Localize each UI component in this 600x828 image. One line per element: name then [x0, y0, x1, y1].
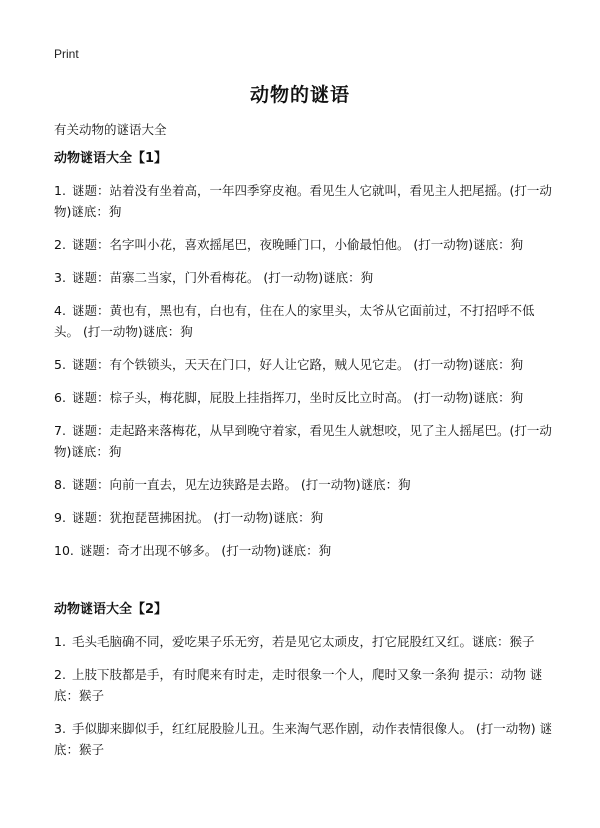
item-number: 4.	[54, 303, 66, 318]
item-number: 9.	[54, 510, 66, 525]
item-text: 毛头毛脑确不同，爱吃果子乐无穷，若是见它太顽皮，打它屁股红又红。谜底：猴子	[71, 634, 535, 649]
riddle-item	[54, 267, 554, 288]
riddle-item	[54, 354, 554, 375]
riddle-item	[54, 300, 554, 342]
item-text: 谜题：向前一直去，见左边狭路是去路。 (打一动物)谜底：狗	[71, 477, 411, 492]
riddle-item	[54, 718, 554, 760]
item-text: 谜题：黄也有，黑也有，白也有，住在人的家里头，太爷从它面前过，不打招呼不低头。 (打一动物)谜底：狗	[54, 303, 535, 339]
riddle-item	[54, 631, 554, 652]
riddle-list	[54, 631, 554, 760]
item-number: 1.	[54, 634, 66, 649]
item-text: 谜题：走起路来落梅花，从早到晚守着家，看见生人就想咬，见了主人摇尾巴。(打一动物)谜底：狗	[54, 423, 552, 459]
item-text: 谜题：有个铁锁头，天天在门口，好人让它路，贼人见它走。 (打一动物)谜底：狗	[71, 357, 524, 372]
item-number: 2.	[54, 237, 66, 252]
riddle-item	[54, 387, 554, 408]
item-text: 谜题：站着没有坐着高，一年四季穿皮袍。看见生人它就叫，看见主人把尾摇。(打一动物)谜底：狗	[54, 183, 552, 219]
riddle-item	[54, 540, 554, 561]
section-heading: 动物谜语大全【2】	[54, 602, 168, 617]
riddle-item	[54, 420, 554, 462]
document-subtitle: 有关动物的谜语大全	[54, 122, 167, 137]
item-text: 谜题：奇才出现不够多。 (打一动物)谜底：狗	[79, 543, 332, 558]
item-number: 3.	[54, 721, 66, 736]
riddle-section-2	[54, 601, 554, 772]
item-text: 谜题：棕子头，梅花脚，屁股上挂指挥刀，坐时反比立时高。 (打一动物)谜底：狗	[71, 390, 524, 405]
item-number: 5.	[54, 357, 66, 372]
item-text: 手似脚来脚似手，红红屁股脸儿丑。生来淘气恶作剧，动作表情很像人。 (打一动物) 谜底：猴子	[54, 721, 553, 757]
riddle-item	[54, 474, 554, 495]
item-number: 2.	[54, 667, 66, 682]
item-text: 谜题：犹抱琵琶拂困扰。 (打一动物)谜底：狗	[71, 510, 324, 525]
riddle-item	[54, 507, 554, 528]
item-number: 10.	[54, 543, 74, 558]
riddle-item	[54, 180, 554, 222]
item-number: 3.	[54, 270, 66, 285]
print-label: Print	[54, 47, 79, 61]
riddle-item	[54, 234, 554, 255]
section-heading: 动物谜语大全【1】	[54, 151, 168, 166]
item-text: 谜题：名字叫小花，喜欢摇尾巴，夜晚睡门口，小偷最怕他。 (打一动物)谜底：狗	[71, 237, 524, 252]
item-number: 6.	[54, 390, 66, 405]
item-number: 1.	[54, 183, 66, 198]
riddle-section-1	[54, 150, 554, 573]
document-title: 动物的谜语	[249, 84, 350, 106]
item-text: 谜题：苗寨二当家，门外看梅花。 (打一动物)谜底：狗	[71, 270, 374, 285]
item-number: 7.	[54, 423, 66, 438]
item-number: 8.	[54, 477, 66, 492]
item-text: 上肢下肢都是手，有时爬来有时走，走时很象一个人，爬时又象一条狗 提示：动物 谜底：猴子	[54, 667, 543, 703]
riddle-item	[54, 664, 554, 706]
riddle-list	[54, 180, 554, 561]
